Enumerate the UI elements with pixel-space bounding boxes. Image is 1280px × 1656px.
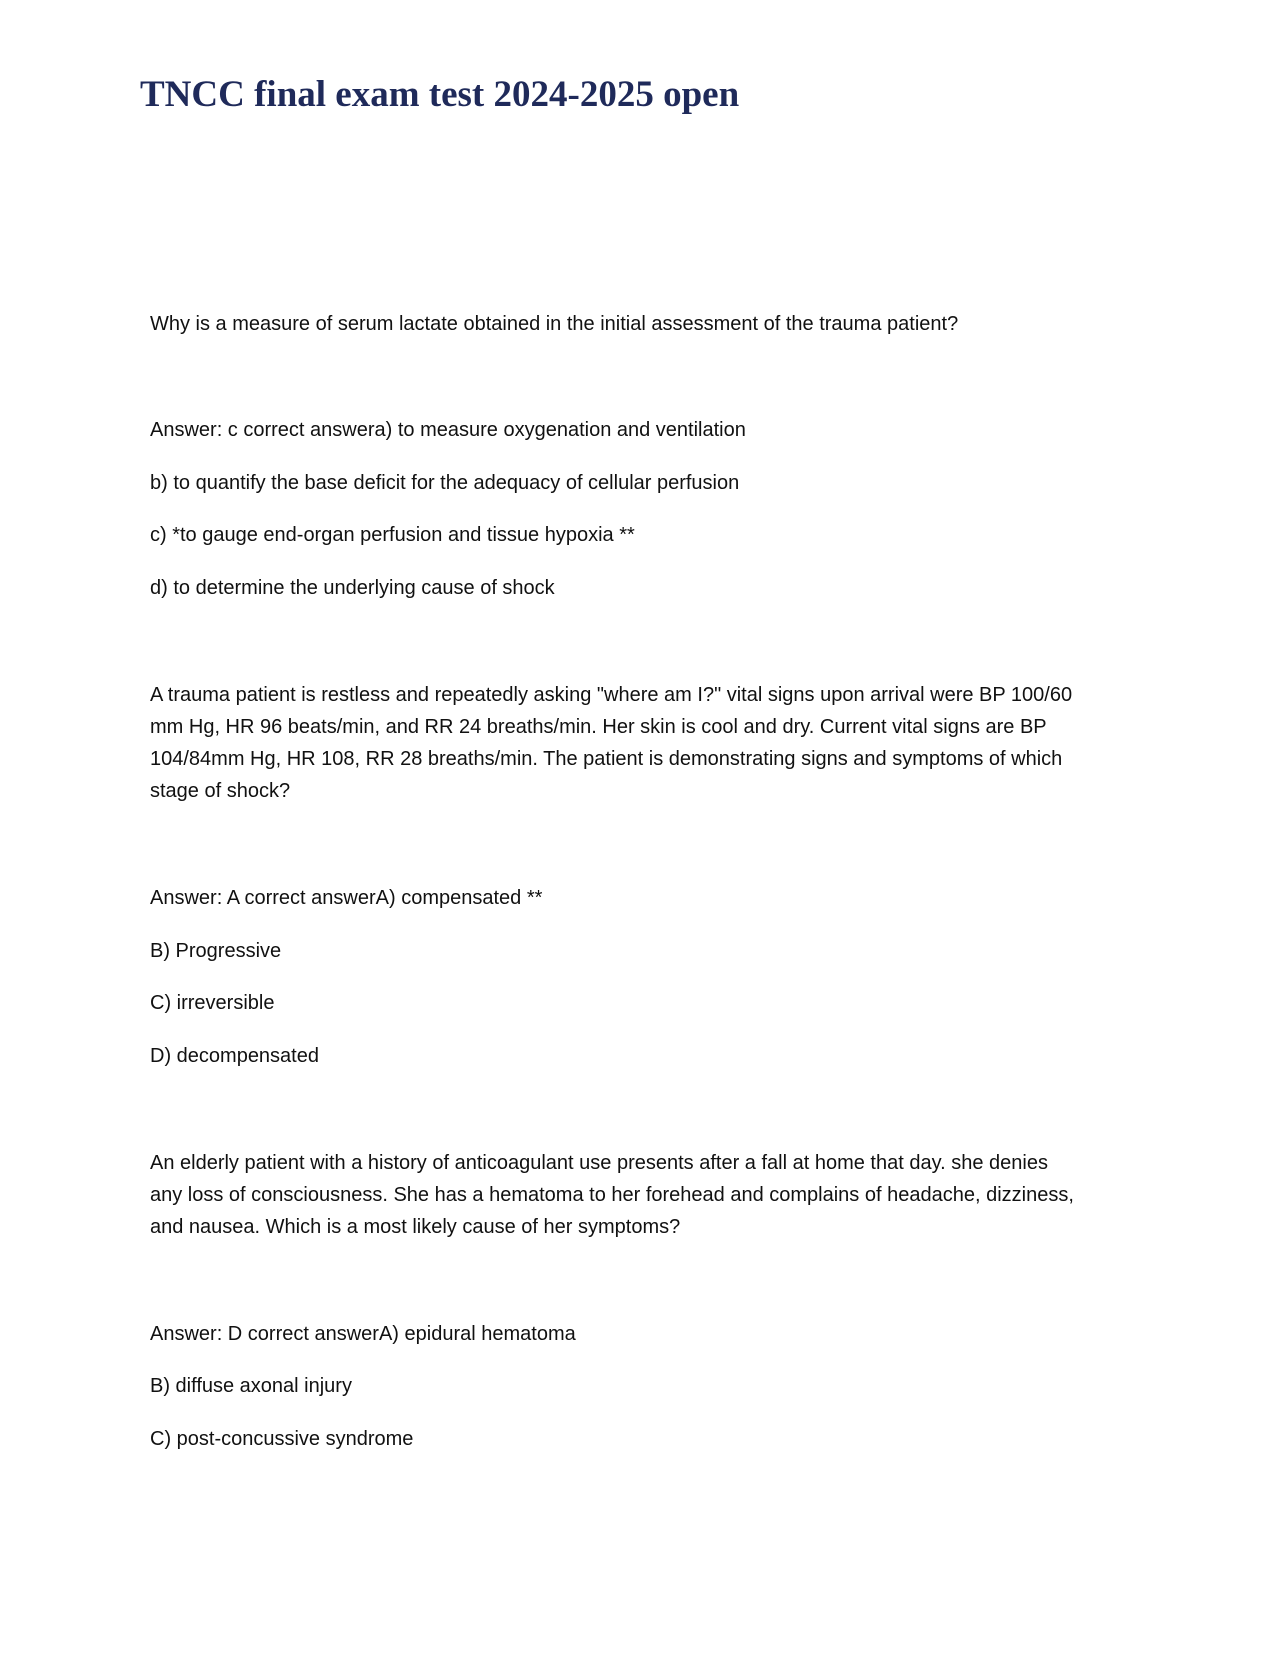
question-2-option-b: B) Progressive bbox=[150, 940, 282, 962]
question-2-line-2: mm Hg, HR 96 beats/min, and RR 24 breaths/min. Her skin is cool and dry. Current vital signs are BP bbox=[150, 716, 1047, 738]
question-3-text bbox=[150, 1147, 1130, 1243]
question-2-option-d: D) decompensated bbox=[150, 1045, 319, 1067]
question-2-line-1: A trauma patient is restless and repeatedly asking "where am I?" vital signs upon arrival were BP 100/60 bbox=[150, 684, 1073, 706]
question-3-answer: Answer: D correct answerA) epidural hematoma bbox=[150, 1323, 576, 1345]
question-3-line-2: any loss of consciousness. She has a hematoma to her forehead and complains of headache, dizziness, bbox=[150, 1184, 1074, 1206]
question-1-option-c: c) *to gauge end-organ perfusion and tissue hypoxia ** bbox=[150, 524, 635, 546]
question-3-option-c: C) post-concussive syndrome bbox=[150, 1428, 414, 1450]
question-2-option-c: C) irreversible bbox=[150, 992, 275, 1014]
question-1-text: Why is a measure of serum lactate obtained in the initial assessment of the trauma patient? bbox=[150, 313, 959, 335]
question-2-answer: Answer: A correct answerA) compensated ** bbox=[150, 887, 543, 909]
question-1-option-d: d) to determine the underlying cause of shock bbox=[150, 577, 555, 599]
question-3-option-b: B) diffuse axonal injury bbox=[150, 1375, 352, 1397]
question-2-text bbox=[150, 679, 1130, 807]
question-2-line-3: 104/84mm Hg, HR 108, RR 28 breaths/min. The patient is demonstrating signs and symptoms of which bbox=[150, 748, 1063, 770]
question-2-line-4: stage of shock? bbox=[150, 780, 291, 802]
question-1-answer: Answer: c correct answera) to measure oxygenation and ventilation bbox=[150, 419, 746, 441]
question-3-line-3: and nausea. Which is a most likely cause of her symptoms? bbox=[150, 1216, 681, 1238]
document-title: TNCC final exam test 2024-2025 open bbox=[140, 74, 740, 115]
question-1-option-b: b) to quantify the base deficit for the adequacy of cellular perfusion bbox=[150, 472, 740, 494]
question-3-line-1: An elderly patient with a history of anticoagulant use presents after a fall at home that day. she denies bbox=[150, 1152, 1048, 1174]
